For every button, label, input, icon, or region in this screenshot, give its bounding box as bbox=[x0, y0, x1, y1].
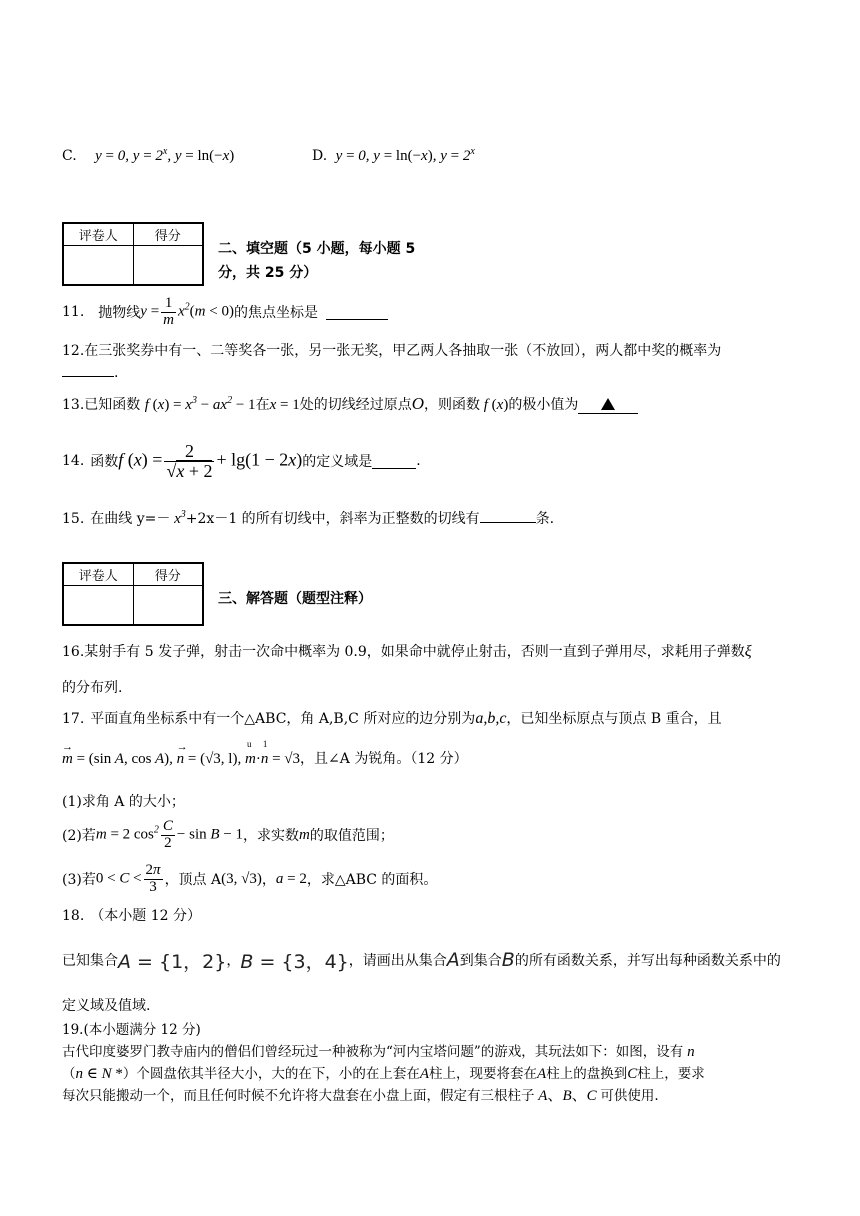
q17-part3-lead: (3)若 bbox=[62, 872, 96, 888]
question-17 bbox=[62, 708, 722, 728]
q18-lead: 已知集合 bbox=[62, 953, 118, 969]
q17-part3-mid: ，顶点 A bbox=[164, 872, 222, 888]
q18-tail: 的所有函数关系，并写出每种函数关系中的 bbox=[514, 953, 781, 969]
q13-point: x = 1 bbox=[269, 397, 300, 413]
q17-line2 bbox=[62, 739, 468, 768]
q17-line1-b: ，已知坐标原点与顶点 B 重合，且 bbox=[506, 711, 722, 727]
q18-set-a: A = {1，2} bbox=[118, 950, 227, 973]
q16-number: 16. bbox=[62, 644, 85, 660]
score-table-score-header: 得分 bbox=[133, 223, 203, 245]
score-table-grader-cell[interactable] bbox=[63, 245, 133, 285]
q16-xi: ξ bbox=[744, 643, 752, 660]
triangle-icon bbox=[601, 398, 615, 410]
q11-formula: y = $\frac{1}{m}$ $x^2(m < 0)$ bbox=[140, 294, 234, 328]
q18-a-symbol: A bbox=[446, 949, 460, 971]
q17-part2-end: 的取值范围； bbox=[309, 828, 394, 844]
option-d-expr: y = 0, y = ln(−x), $y = 2^x$ bbox=[335, 146, 475, 164]
option-d-label: D. bbox=[312, 148, 328, 164]
q17-part3-a: a = 2 bbox=[275, 870, 307, 887]
question-12 bbox=[62, 340, 721, 360]
q15-cubic: $x^3$ bbox=[170, 509, 186, 527]
q17-part2 bbox=[62, 812, 394, 858]
q19-line1 bbox=[62, 1040, 695, 1061]
q16-line1: 某射手有 5 发子弹，射击一次命中概率为 0.9，如果命中就停止射击，否则一直到子弹用尽，求耗用子弹数 bbox=[84, 644, 745, 660]
q19-line2-d: 柱上的盘换到 bbox=[546, 1066, 628, 1082]
q15-number: 15. bbox=[62, 511, 85, 527]
q15-mid: +2x－1 的所有切线中，斜率为正整数的切线有 bbox=[185, 511, 480, 527]
q15-tail: 条. bbox=[535, 511, 555, 527]
q19-line3: 每次只能搬动一个，而且任何时候不允许将大盘套在小盘上面，假定有三根柱子 A、B、C 可供使用. bbox=[62, 1088, 659, 1104]
q13-origin: O bbox=[411, 394, 424, 413]
q17-part3-point: (3, √3) bbox=[221, 870, 262, 887]
q14-answer-blank[interactable] bbox=[372, 454, 416, 469]
q19-number: 19. bbox=[62, 1022, 84, 1038]
q14-lead: 函数 bbox=[90, 454, 119, 470]
q19-n: n bbox=[683, 1044, 695, 1060]
q19-line3-text: 每次只能搬动一个，而且任何时候不允许将大盘套在小盘上面，假定有三根柱子 bbox=[62, 1088, 535, 1104]
q13-answer-blank[interactable] bbox=[578, 397, 638, 414]
score-table-score-cell[interactable] bbox=[133, 245, 203, 285]
q13-tail: 的极小值为 bbox=[508, 397, 579, 413]
q19-line2 bbox=[62, 1062, 705, 1083]
q12-answer-line bbox=[62, 362, 118, 381]
score-table-score-cell[interactable] bbox=[133, 585, 203, 625]
q17-part3-tail: ，求△ABC 的面积。 bbox=[306, 872, 438, 888]
q17-number: 17. bbox=[62, 711, 85, 727]
q19-pillars: A、B、C bbox=[534, 1088, 601, 1104]
q18-b-symbol: B bbox=[501, 949, 515, 971]
q13-mid1: 在 bbox=[255, 397, 270, 413]
q19-line2-b: ）个圆盘依其半径大小，大的在下，小的在上套在 bbox=[122, 1066, 420, 1082]
q14-end: . bbox=[416, 453, 421, 469]
score-table-grader-cell[interactable] bbox=[63, 585, 133, 625]
option-c-label: C. bbox=[62, 148, 77, 164]
q17-line2-tail: ，且∠A 为锐角。（12 分） bbox=[300, 751, 468, 767]
score-table-section2 bbox=[62, 222, 204, 286]
q13-mid2: 处的切线经过原点 bbox=[299, 397, 412, 413]
q17-part3 bbox=[62, 856, 437, 902]
q13-fx: f (x) bbox=[479, 397, 509, 413]
q17-part2-formula: m = 2 $\cos^2$ $\frac{C}{2}$ − sin B − 1 bbox=[95, 817, 244, 851]
q17-part3-range: 0 < C < $\frac{2\pi}{3}$ bbox=[95, 861, 161, 895]
question-18: 已知集合 A = {1，2} ， B = {3，4} ，请画出从集合 A 到集合 B 的所有函数关系，并写出每种函数关系中的 bbox=[62, 942, 781, 978]
q13-lead: 已知函数 bbox=[84, 397, 141, 413]
q17-part1: (1)求角 A 的大小； bbox=[62, 794, 185, 810]
q18-head: （本小题 12 分） bbox=[90, 908, 201, 924]
q11-lead: 抛物线 bbox=[98, 305, 141, 321]
score-table-grader-header: 评卷人 bbox=[63, 563, 133, 585]
question-11 bbox=[62, 292, 388, 332]
q19-line2-e: 柱上，要求 bbox=[637, 1066, 705, 1082]
q19-c-1: C bbox=[627, 1066, 638, 1082]
question-19-header bbox=[62, 1018, 201, 1038]
q17-part2-m: m bbox=[299, 826, 310, 843]
q11-answer-blank[interactable] bbox=[326, 305, 388, 320]
q15-lead: 在曲线 y=－ bbox=[90, 511, 171, 527]
q16-line2: 的分布列. bbox=[62, 680, 123, 696]
q11-number: 11. bbox=[62, 304, 85, 320]
q17-sides: a,b,c bbox=[475, 710, 507, 727]
score-table-grader-header: 评卷人 bbox=[63, 223, 133, 245]
q19-n-set: n ∈ N * bbox=[75, 1066, 123, 1082]
q12-number: 12. bbox=[62, 343, 85, 359]
q18-mid2: 到集合 bbox=[459, 953, 502, 969]
q12-answer-blank[interactable] bbox=[62, 362, 114, 377]
q14-function: f (x) = $\frac{2}{√x + 2}$ + lg(1 − 2x) bbox=[118, 440, 303, 481]
q17-part3-mid2: ， bbox=[261, 872, 276, 888]
q17-line1-a: 平面直角坐标系中有一个△ABC，角 A,B,C 所对应的边分别为 bbox=[90, 711, 476, 727]
q18-mid1: ，请画出从集合 bbox=[348, 953, 447, 969]
q11-tail: 的焦点坐标是 bbox=[233, 305, 318, 321]
option-c bbox=[62, 146, 234, 165]
q18-line2: 定义域及值域. bbox=[62, 998, 151, 1014]
q13-number: 13. bbox=[62, 397, 85, 413]
q18-set-b: B = {3，4} bbox=[240, 950, 349, 973]
option-c-expr: y = 0, $y = 2^x$, y = ln(−x) bbox=[95, 146, 235, 164]
q15-answer-blank[interactable] bbox=[480, 508, 536, 523]
question-14 bbox=[62, 436, 421, 486]
section2-title-line1: 二、填空题（5 小题，每小题 5 bbox=[218, 241, 416, 257]
score-table-section3 bbox=[62, 562, 204, 626]
q19-a-2: A bbox=[537, 1066, 547, 1082]
q19-a-1: A bbox=[419, 1066, 430, 1082]
q19-line2-c: 柱上，现要将套在 bbox=[429, 1066, 538, 1082]
q17-vector-m: m → = (sin A, cos A), n → = (√3, l), m u ·n 1 = √3 bbox=[62, 739, 301, 767]
q17-part2-lead: (2)若 bbox=[62, 828, 96, 844]
q17-part2-tail: ，求实数 bbox=[243, 828, 300, 844]
question-18-header bbox=[62, 905, 201, 925]
q14-number: 14. bbox=[62, 453, 85, 469]
q18-number: 18. bbox=[62, 908, 85, 924]
section2-title-line2: 分，共 25 分） bbox=[218, 265, 318, 281]
question-13 bbox=[62, 394, 638, 414]
q19-line1-text: 古代印度婆罗门教寺庙内的僧侣们曾经玩过一种被称为“河内宝塔问题”的游戏，其玩法如下：如图，设有 bbox=[62, 1044, 684, 1060]
option-d bbox=[312, 146, 475, 165]
q14-tail: 的定义域是 bbox=[302, 454, 373, 470]
section3-title: 三、解答题（题型注释） bbox=[218, 591, 372, 607]
question-16 bbox=[62, 641, 752, 661]
q13-mid3: ，则函数 bbox=[423, 397, 480, 413]
q12-end: . bbox=[114, 365, 119, 381]
question-15 bbox=[62, 508, 554, 528]
score-table-score-header: 得分 bbox=[133, 563, 203, 585]
q13-function: f $(x) = x^3 - ax^2 - 1$ bbox=[144, 395, 256, 413]
q19-line2-a: （ bbox=[62, 1066, 76, 1082]
q12-text: 在三张奖券中有一、二等奖各一张，另一张无奖，甲乙两人各抽取一张（不放回），两人都中奖的概率为 bbox=[84, 343, 722, 359]
q19-head: (本小题满分 12 分) bbox=[83, 1022, 201, 1038]
